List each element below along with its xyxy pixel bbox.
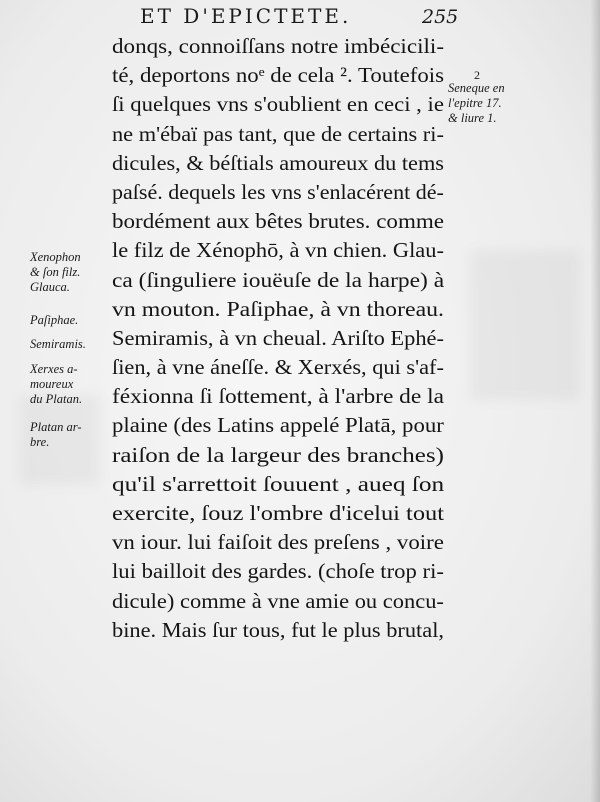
note-line: moureux	[30, 377, 74, 391]
text-line: bordément aux bêtes brutes. comme	[112, 209, 445, 234]
note-line: Glauca.	[30, 280, 70, 294]
left-margin-note	[30, 337, 86, 352]
text-line: vn mouton. Paſiphae, à vn thoreau.	[112, 296, 445, 321]
note-line: Platan ar-	[30, 420, 82, 434]
text-line: donqs, connoiſſans notre imbécicili-	[112, 34, 445, 58]
note-line: Xenophon	[30, 250, 81, 264]
text-line: lui bailloit des gardes. (choſe trop ri-	[112, 559, 444, 584]
note-line: du Platan.	[30, 392, 83, 406]
note-line: & liure 1.	[448, 111, 497, 125]
note-line: Seneque en	[448, 81, 505, 95]
text-line: bine. Mais ſur tous, fut le plus brutal,	[112, 617, 445, 642]
text-line: exercite, ſouz l'ombre d'icelui tout	[112, 501, 445, 525]
right-margin-note	[448, 81, 505, 126]
text-line: ca (ſinguliere iouëuſe de la harpe) à	[112, 267, 445, 292]
text-line: vn iour. lui faiſoit des preſens , voire	[112, 530, 444, 555]
note-line: l'epitre 17.	[448, 96, 502, 110]
left-margin-note	[30, 420, 81, 450]
text-line: paſsé. dequels les vns s'enlacérent dé-	[112, 179, 444, 204]
text-line: féxionna ſi ſottement, à l'arbre de la	[112, 384, 444, 409]
text-line: plaine (des Latins appelé Platā, pour	[112, 413, 444, 438]
note-marker: 2	[474, 68, 480, 82]
text-line: raiſon de la largeur des branches)	[112, 442, 444, 467]
left-margin-note	[30, 313, 78, 328]
left-margin-note	[30, 250, 81, 295]
text-line: dicule) comme à vne amie ou concu-	[112, 588, 444, 613]
note-line: Semiramis.	[30, 337, 86, 351]
text-line: té, deportons noᵉ de cela ². Toutefois	[112, 63, 445, 88]
left-margin-note	[30, 362, 82, 407]
running-head: ET D'EPICTETE.	[140, 4, 352, 28]
text-line: dicules, & béſtials amoureux du tems	[112, 150, 444, 175]
page-number: 255	[422, 6, 459, 28]
show-through-shadow	[470, 250, 580, 400]
note-line: Paſiphae.	[30, 313, 79, 327]
text-line: Semiramis, à vn cheual. Ariſto Ephé-	[112, 325, 444, 350]
text-line: le filz de Xénophō, à vn chien. Glau-	[112, 238, 444, 263]
note-line: & ſon filz.	[30, 265, 81, 279]
text-line: ſi quelques vns s'oublient en ceci , ie	[112, 92, 444, 117]
body-text	[112, 32, 447, 645]
page-edge-shadow	[590, 0, 600, 802]
text-line: ſien, à vne áneſſe. & Xerxés, qui s'af-	[112, 355, 444, 380]
note-line: bre.	[30, 435, 50, 449]
note-line: Xerxes a-	[30, 362, 78, 376]
text-line: qu'il s'arrettoit ſouuent , aueq ſon	[112, 471, 445, 496]
text-line: ne m'ébaï pas tant, que de certains ri-	[112, 121, 444, 146]
